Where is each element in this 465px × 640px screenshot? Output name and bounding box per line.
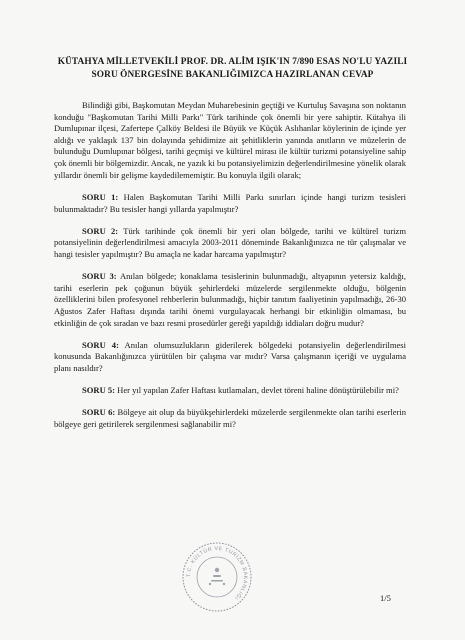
question-label: SORU 1: xyxy=(82,192,119,203)
question-text: Anılan olumsuzlukların giderilerek bölgedeki potansiyelin değerlendirilmesi konusunda Bakanlığınızca yürütülen bir çalışma var mıdır? Varsa çalışmanın içeriği ve uygulama planı nasıldır? xyxy=(54,339,406,373)
question-1 xyxy=(54,192,406,215)
question-5 xyxy=(54,385,406,397)
question-text: Halen Başkomutan Tarihi Milli Parkı sınırları içinde hangi turizm tesisleri bulunmaktadır? Bu tesisler hangi yıllarda yapılmıştır? xyxy=(54,192,406,214)
title-line-2: SORU ÖNERGESİNE BAKANLIĞIMIZCA HAZIRLANAN CEVAP xyxy=(91,70,374,80)
question-6 xyxy=(54,407,406,430)
document-title xyxy=(40,56,425,82)
seal-icon xyxy=(180,540,254,614)
intro-paragraph: Bilindiği gibi, Başkomutan Meydan Muharebesinin geçtiği ve Kurtuluş Savaşına son noktanın konduğu "Başkomutan Tarihi Milli Parkı" Türk tarihinde çok önemli bir yere sahiptir. Kütahya ili Dumlupınar ilçesi, Zafertepe Çalköy Beldesi ile Büyük ve Küçük Aslıhanlar köylerinin de içinde yer aldığı ve yaklaşık 137 bin dolayında şehidimize ait şehitliklerin yanında anıtların ve müzelerin de bulunduğu Dumlupınar bölgesi, tarihi geçmişi ve kültürel mirası ile kültür turizmi potansiyeline sahip çok önemli bir bölgemizdir. Ancak, ne yazık ki bu potansiyelimizin değerlendirilmesine yönelik olarak yıllardır önemli bir gelişme kaydedilememiştir. Bu konuyla ilgili olarak; xyxy=(54,100,406,180)
question-2 xyxy=(54,226,406,261)
question-3 xyxy=(54,271,406,329)
title-line-1: KÜTAHYA MİLLETVEKİLİ PROF. DR. ALİM IŞIK'IN 7/890 ESAS NO'LU YAZILI xyxy=(57,57,408,67)
question-text: Her yıl yapılan Zafer Haftası kutlamaları, devlet töreni haline dönüştürülebilir mi? xyxy=(117,384,399,395)
question-label: SORU 4: xyxy=(82,339,119,350)
question-label: SORU 2: xyxy=(82,225,119,236)
question-text: Anılan bölgede; konaklama tesislerinin bulunmadığı, altyapının yetersiz kaldığı, tarihi eserlerin pek çoğunun büyük şehirlerdeki müzelerde sergilenmekte olduğu, bölgenin özelliklerini bilen profesyonel rehberlerin bulunmadığı, hiçbir tanıtım faaliyetinin yapılmadığı, 26-30 Ağustos Zafer Haftası dışında tarihi önemi vurgulayacak herhangi bir etkinliğin olmaması, bu etkinliğin de çok sıradan ve bazı resmi prosedürler gereği yapıldığı iddiaları doğru mudur? xyxy=(54,271,406,328)
question-4 xyxy=(54,340,406,375)
question-label: SORU 5: xyxy=(82,384,116,395)
question-label: SORU 6: xyxy=(82,406,116,417)
page-number: 1/5 xyxy=(380,593,391,603)
question-text: Bölgeye ait olup da büyükşehirlerdeki müzelerde sergilenmekte olan tarihi eserlerin bölgeye geri getirilerek sergilenmesi sağlanabilir mi? xyxy=(54,406,406,429)
svg-text:T.C. KÜLTÜR VE TURİZM BAKANLIĞ: T.C. KÜLTÜR VE TURİZM BAKANLIĞI xyxy=(185,545,249,601)
question-text: Türk tarihinde çok önemli bir yeri olan bölgede, tarihi ve kültürel turizm potansiyelinin değerlendirilmesi amacıyla 2003-2011 döneminde Bakanlığınızca ne tür çalışmalar ve hangi tesisler yapılmıştır? Bu amaçla ne kadar harcama yapılmıştır? xyxy=(54,225,406,260)
question-label: SORU 3: xyxy=(82,271,117,282)
document-body xyxy=(54,100,406,441)
official-seal-stamp xyxy=(180,540,254,614)
